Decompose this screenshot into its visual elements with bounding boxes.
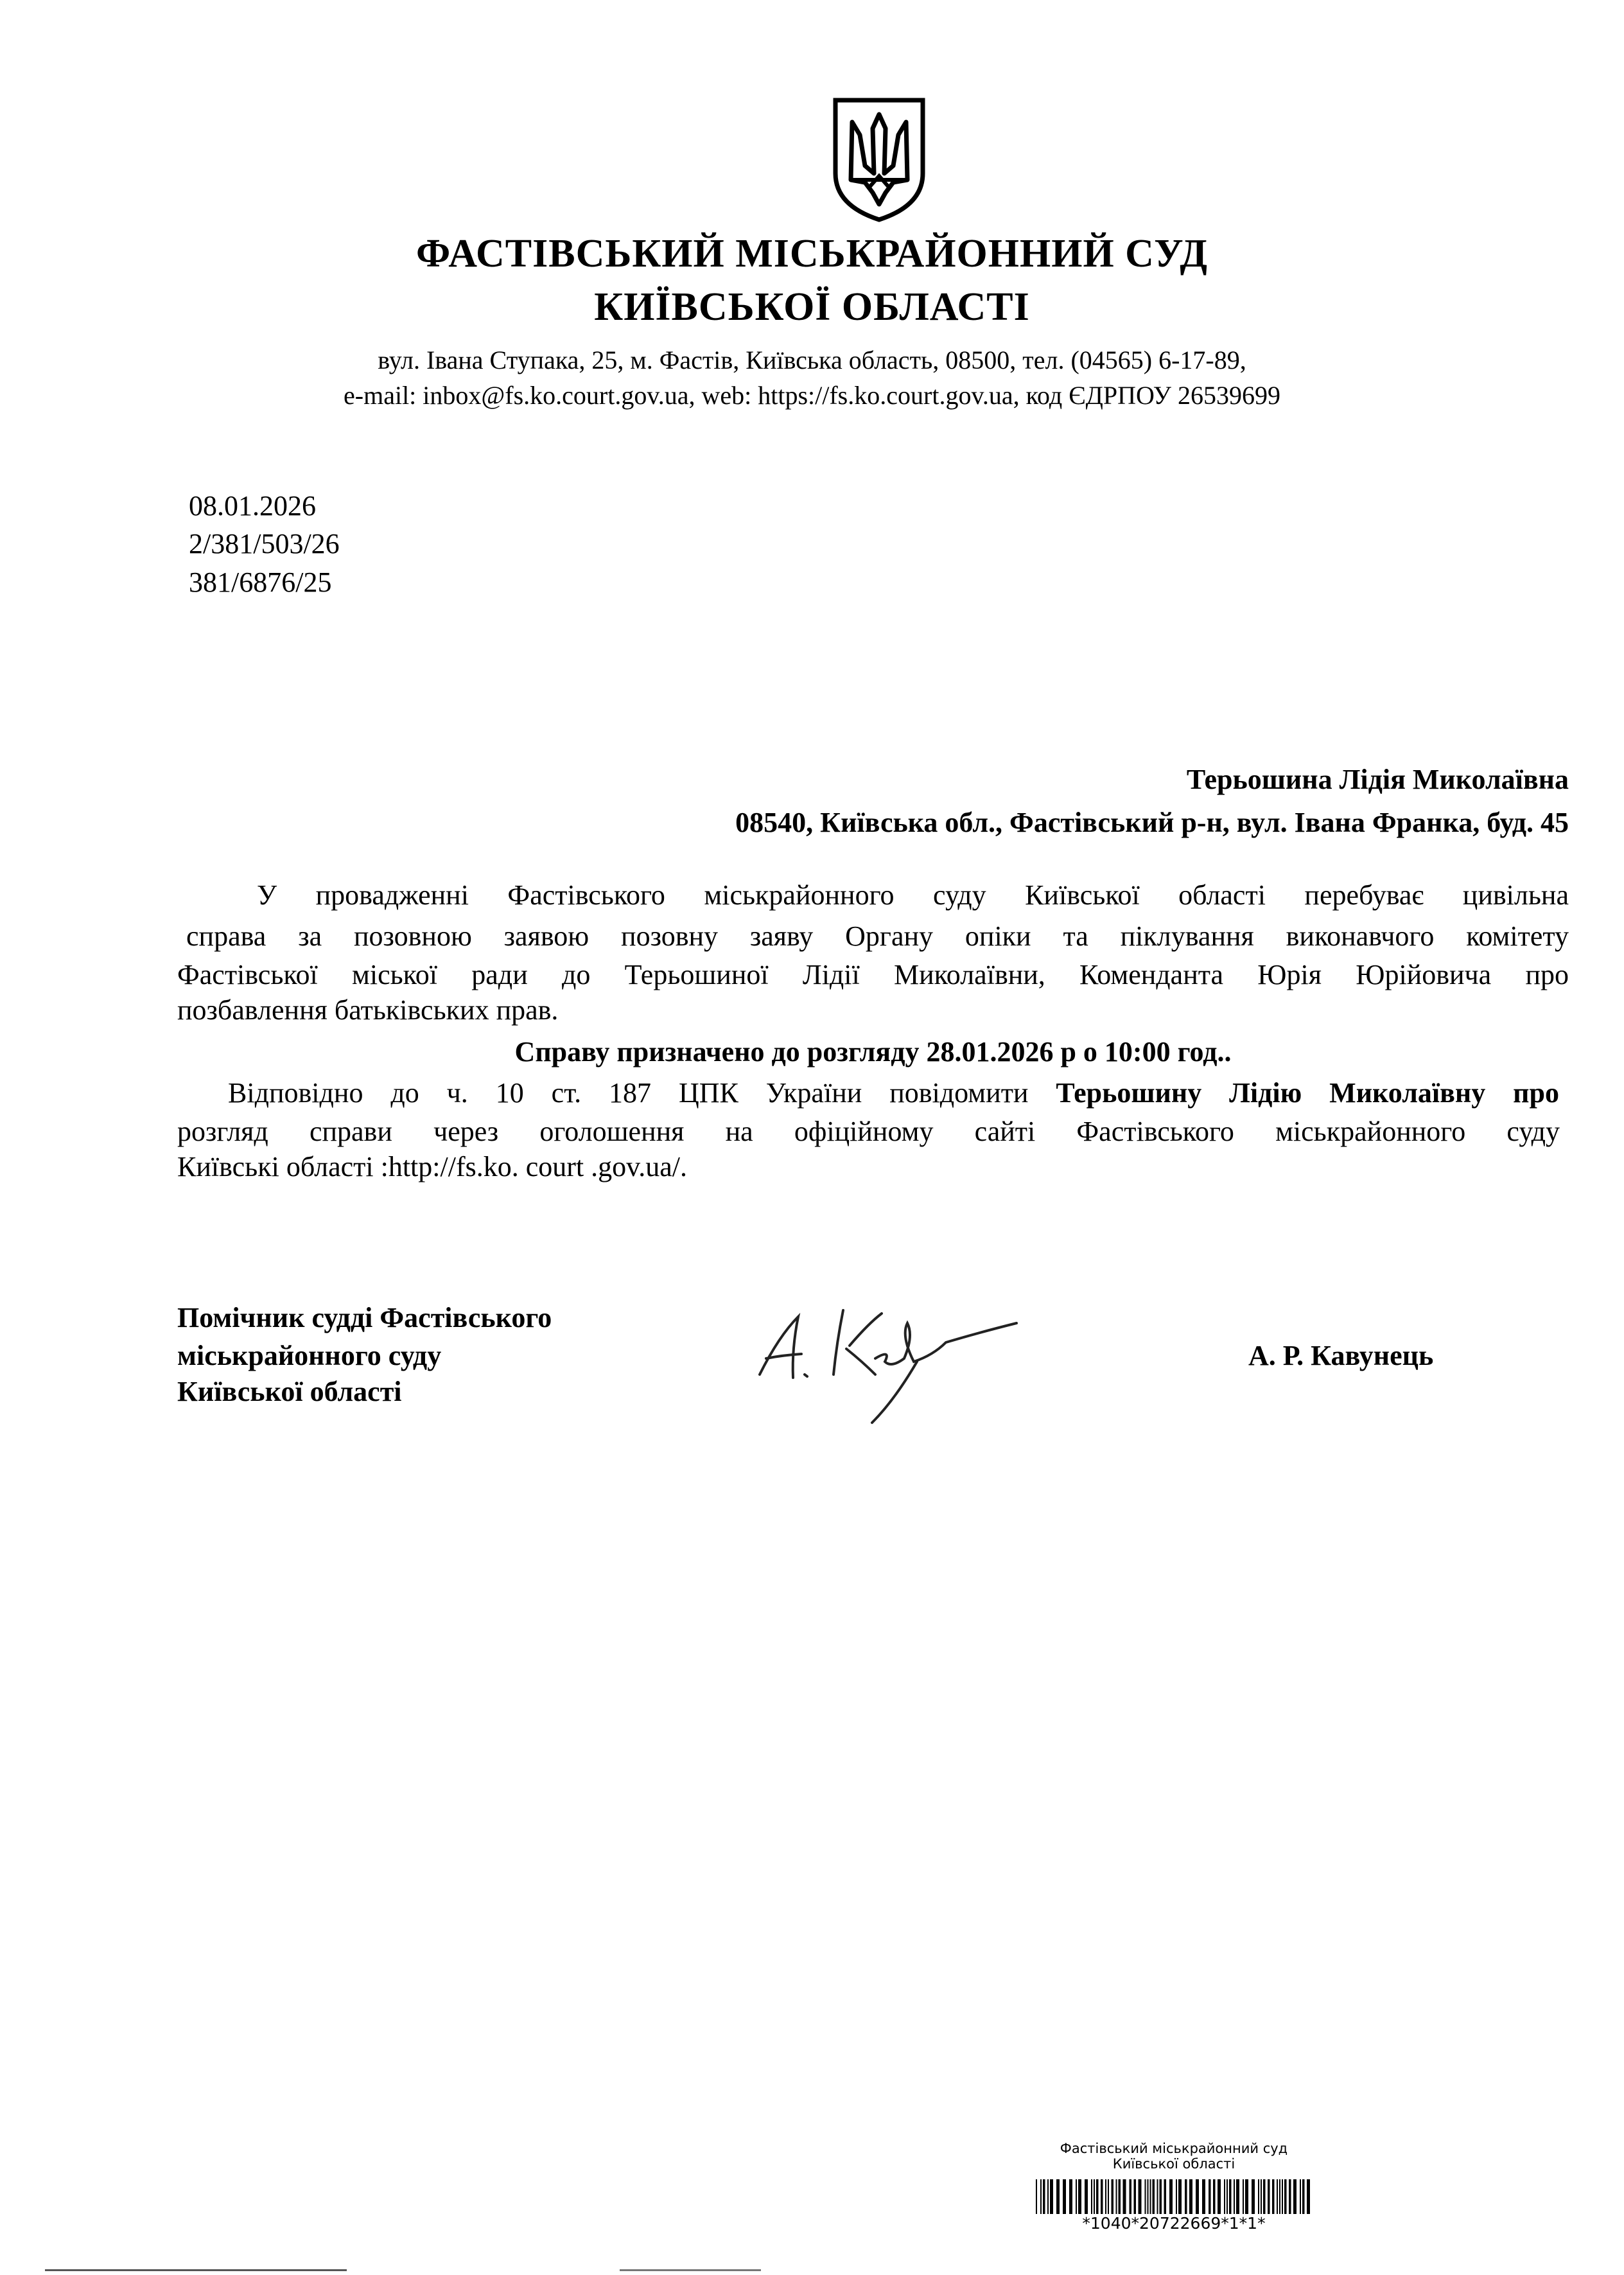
barcode-bar (1282, 2179, 1283, 2214)
barcode-bar (1245, 2179, 1248, 2214)
barcode-bar (1302, 2179, 1305, 2214)
barcode-bar (1218, 2179, 1221, 2214)
handwritten-signature (753, 1297, 1023, 1426)
body-line: У провадженні Фастівського міськрайонного суду Київської області перебуває цивільна (257, 879, 1569, 911)
barcode-bar (1178, 2179, 1182, 2214)
barcode-bar (1123, 2179, 1126, 2214)
barcode-bar (1050, 2179, 1053, 2214)
hearing-notice: Справу призначено до розгляду 28.01.2026 р о 10:00 год.. (514, 1036, 1232, 1067)
barcode-bar (1056, 2179, 1060, 2214)
barcode-bar (1040, 2179, 1042, 2214)
barcode-bar (1091, 2179, 1092, 2214)
barcode-bar (1157, 2179, 1158, 2214)
barcode (1036, 2179, 1312, 2214)
barcode-bar (1263, 2179, 1266, 2214)
court-contacts: e-mail: inbox@fs.ko.court.gov.ua, web: https://fs.ko.court.gov.ua, код ЄДРПОУ 26539699 (344, 381, 1280, 410)
barcode-bar (1252, 2179, 1255, 2214)
barcode-bar (1101, 2179, 1103, 2214)
coat-of-arms-icon (832, 96, 927, 222)
barcode-bar (1189, 2179, 1192, 2214)
barcode-bar (1169, 2179, 1173, 2214)
notice-text: Відповідно до ч. 10 ст. 187 ЦПК України повідомити (228, 1077, 1056, 1109)
barcode-bar (1261, 2179, 1262, 2214)
recipient-name: Терьошина Лідія Миколаївна (1186, 764, 1569, 795)
barcode-bar (1164, 2179, 1167, 2214)
body-line: Фастівської міської ради до Терьошиної Лідії Миколаївни, Коменданта Юрія Юрійовича про (177, 959, 1569, 990)
barcode-bar (1112, 2179, 1114, 2214)
barcode-bar (1300, 2179, 1301, 2214)
barcode-bar (1243, 2179, 1244, 2214)
barcode-bar (1076, 2179, 1077, 2214)
court-name-line2: КИЇВСЬКОЇ ОБЛАСТІ (594, 285, 1030, 329)
barcode-bar (1224, 2179, 1225, 2214)
barcode-bar (1069, 2179, 1072, 2214)
stamp-court-name: Фастівський міськрайонний суд (1060, 2141, 1288, 2156)
letter-date: 08.01.2026 (189, 490, 316, 522)
barcode-bar (1293, 2179, 1297, 2214)
body-line (228, 1076, 1559, 1109)
body-line: справа за позовною заявою позовну заяву Органу опіки та піклування виконавчого комітету (186, 920, 1569, 952)
barcode-bar (1202, 2179, 1205, 2214)
barcode-bar (1234, 2179, 1235, 2214)
barcode-bar (1289, 2179, 1291, 2214)
barcode-bar (1160, 2179, 1162, 2214)
signer-position: Київської області (177, 1376, 402, 1407)
body-line: розгляд справи через оголошення на офіційному сайті Фастівського міськрайонного суду (177, 1116, 1560, 1147)
signer-position: міськрайонного суду (177, 1340, 442, 1371)
barcode-bar (1185, 2179, 1187, 2214)
barcode-bar (1196, 2179, 1199, 2214)
barcode-bar (1096, 2179, 1099, 2214)
outgoing-number: 2/381/503/26 (189, 528, 340, 559)
barcode-bar (1258, 2179, 1259, 2214)
barcode-bar (1047, 2179, 1049, 2214)
barcode-bar (1227, 2179, 1228, 2214)
barcode-bar (1209, 2179, 1211, 2214)
barcode-bar (1043, 2179, 1045, 2214)
notice-recipient: Терьошину Лідію Миколаївну про (1056, 1077, 1560, 1109)
barcode-bar (1272, 2179, 1275, 2214)
barcode-bar (1108, 2179, 1109, 2214)
barcode-bar (1134, 2179, 1137, 2214)
barcode-bar (1150, 2179, 1151, 2214)
barcode-bar (1229, 2179, 1232, 2214)
court-address: вул. Івана Ступака, 25, м. Фастів, Київська область, 08500, тел. (04565) 6-17-89, (378, 346, 1246, 374)
barcode-bar (1145, 2179, 1146, 2214)
signer-position: Помічник судді Фастівського (177, 1302, 552, 1333)
barcode-bar (1036, 2179, 1037, 2214)
case-number: 381/6876/25 (189, 567, 332, 598)
barcode-bar (1078, 2179, 1081, 2214)
barcode-bar (1284, 2179, 1287, 2214)
barcode-bar (1148, 2179, 1149, 2214)
barcode-bar (1116, 2179, 1117, 2214)
scan-edge-line (45, 2269, 347, 2271)
barcode-bar (1236, 2179, 1239, 2214)
barcode-bar (1277, 2179, 1278, 2214)
barcode-bar (1153, 2179, 1155, 2214)
body-line: Київські області :http://fs.ko. court .gov.ua/. (177, 1151, 688, 1182)
body-line: позбавлення батьківських прав. (177, 994, 559, 1026)
stamp-region: Київської області (1112, 2156, 1235, 2172)
barcode-bar (1063, 2179, 1066, 2214)
barcode-bar (1279, 2179, 1280, 2214)
barcode-number: *1040*20722669*1*1* (1082, 2214, 1266, 2233)
barcode-bar (1094, 2179, 1095, 2214)
scan-edge-line (620, 2269, 761, 2271)
signer-name: А. Р. Кавунець (1248, 1340, 1434, 1371)
barcode-bar (1307, 2179, 1310, 2214)
barcode-bar (1085, 2179, 1088, 2214)
court-name-line1: ФАСТІВСЬКИЙ МІСЬКРАЙОННИЙ СУД (415, 232, 1209, 276)
barcode-bar (1268, 2179, 1270, 2214)
barcode-bar (1213, 2179, 1216, 2214)
barcode-bar (1176, 2179, 1177, 2214)
barcode-bar (1119, 2179, 1121, 2214)
barcode-bar (1130, 2179, 1132, 2214)
barcode-bar (1105, 2179, 1106, 2214)
recipient-address: 08540, Київська обл., Фастівський р-н, вул. Івана Франка, буд. 45 (735, 807, 1569, 838)
barcode-bar (1139, 2179, 1142, 2214)
